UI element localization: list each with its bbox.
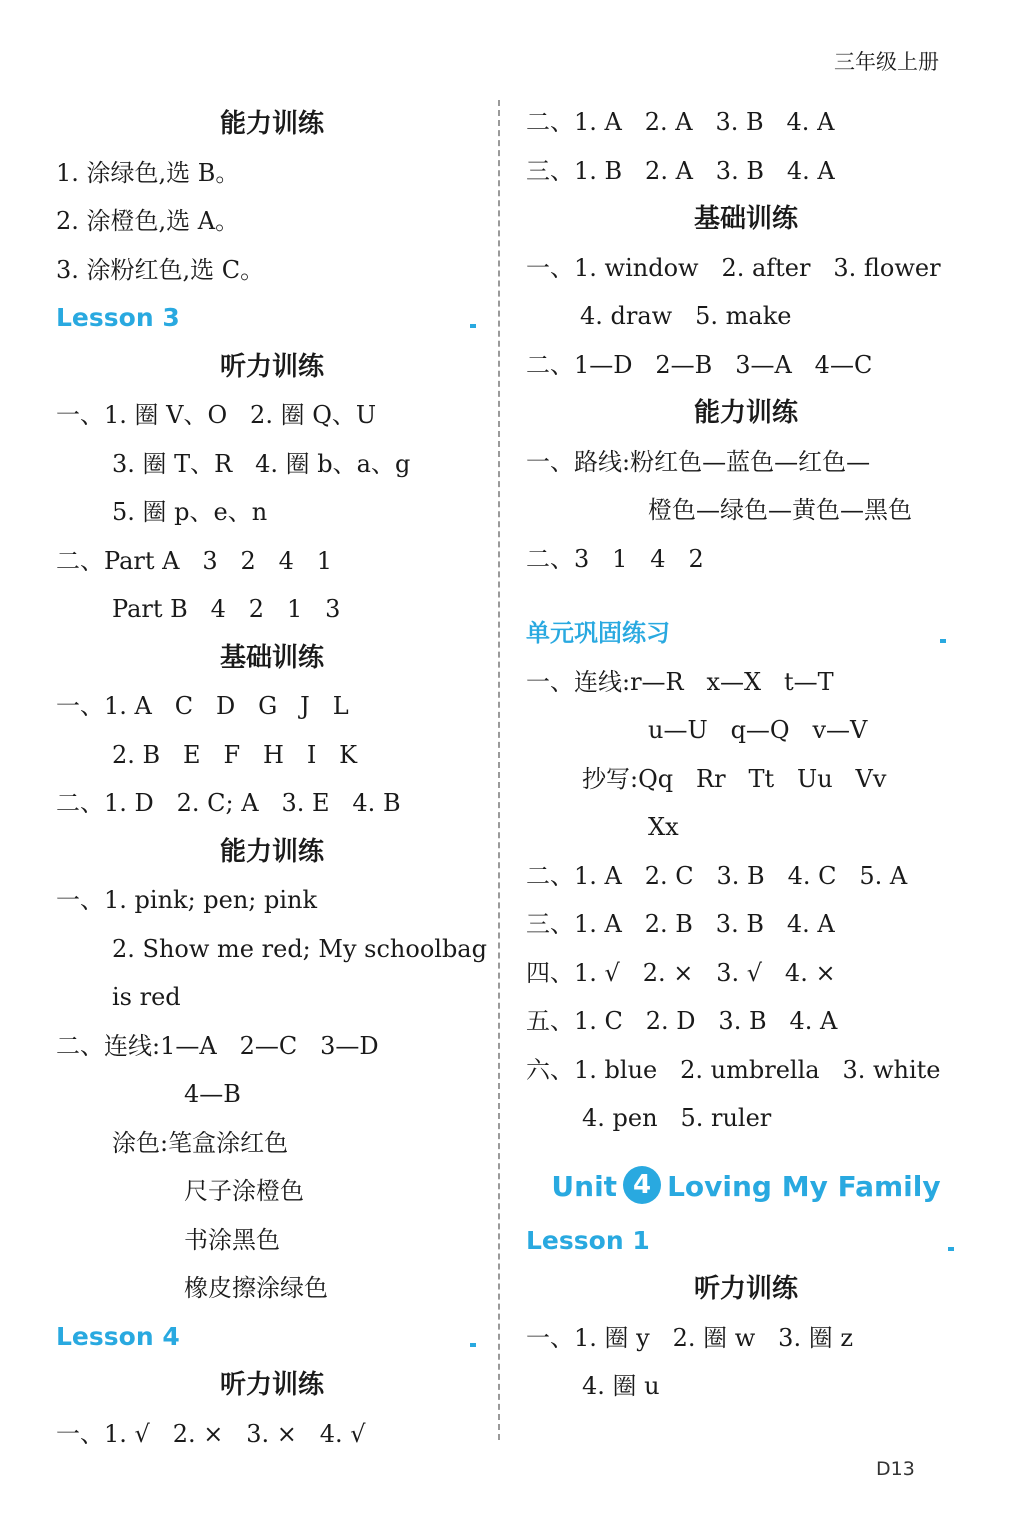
section-heading: 听力训练 — [219, 1370, 324, 1400]
answer-line: 一、路线:粉红色—蓝色—红色— — [526, 447, 871, 476]
answer-line: 2. B E F H I K — [112, 740, 358, 769]
lesson-label: Lesson 4 — [56, 1321, 180, 1351]
unit-title — [526, 1157, 966, 1217]
answer-line: Part B 4 2 1 3 — [112, 595, 341, 623]
answer-line: 六、1. blue 2. umbrella 3. white — [526, 1055, 941, 1084]
section-heading: 基础训练 — [693, 204, 798, 234]
answer-line: 四、1. √ 2. × 3. √ 4. × — [526, 958, 836, 987]
column-divider — [498, 100, 500, 1440]
section-heading: 听力训练 — [219, 351, 324, 382]
answer-line: 一、1. √ 2. × 3. × 4. √ — [56, 1419, 366, 1448]
section-heading: 听力训练 — [693, 1274, 798, 1304]
answer-line: 抄写:Qq Rr Tt Uu Vv — [582, 764, 887, 793]
answer-line: 二、1. A 2. A 3. B 4. A — [526, 108, 835, 136]
answer-line: 橙色—绿色—黄色—黑色 — [648, 496, 912, 524]
grade-label: 三年级上册 — [834, 50, 939, 74]
answer-line: 一、1. A C D G J L — [56, 692, 349, 720]
answer-line: 5. 圈 p、e、n — [112, 498, 268, 526]
unit-word: Unit — [551, 1169, 618, 1203]
spacer — [526, 1143, 966, 1157]
answer-line: 一、连线:r—R x—X t—T — [526, 667, 834, 696]
answer-line: 2. Show me red; My schoolbag — [112, 934, 487, 963]
answer-line: 2. 涂橙色,选 A。 — [56, 207, 240, 235]
answer-line: 二、连线:1—A 2—C 3—D — [56, 1031, 379, 1060]
answer-line: 二、Part A 3 2 4 1 — [56, 546, 333, 575]
unit-review-title — [526, 609, 966, 658]
answer-line: is red — [112, 983, 181, 1011]
page-number: D13 — [876, 1458, 915, 1480]
answer-line: 橡皮擦涂绿色 — [184, 1274, 328, 1302]
answer-line: 一、1. pink; pen; pink — [56, 886, 318, 914]
right-column — [526, 98, 966, 1411]
answer-line: 4. pen 5. ruler — [582, 1104, 772, 1132]
answer-line: 五、1. C 2. D 3. B 4. A — [526, 1007, 838, 1035]
unit-name: Loving My Family — [667, 1169, 941, 1203]
answer-line: 涂色:笔盒涂红色 — [112, 1128, 289, 1157]
section-heading: 能力训练 — [693, 398, 798, 428]
section-heading: 能力训练 — [219, 836, 324, 867]
answer-line: u—U q—Q v—V — [648, 716, 868, 744]
unit-number-badge: 4 — [623, 1166, 661, 1204]
lesson-label: Lesson 1 — [526, 1225, 650, 1255]
answer-line: 三、1. A 2. B 3. B 4. A — [526, 910, 835, 938]
answer-line: 二、1. D 2. C; A 3. E 4. B — [56, 789, 401, 817]
lesson-label: Lesson 3 — [56, 303, 180, 332]
answer-line: 1. 涂绿色,选 B。 — [56, 158, 240, 187]
lesson-title — [56, 1313, 488, 1362]
answer-line: 二、1. A 2. C 3. B 4. C 5. A — [526, 861, 908, 890]
section-heading: 能力训练 — [219, 109, 324, 139]
answer-line: 一、1. 圈 y 2. 圈 w 3. 圈 z — [526, 1323, 853, 1352]
answer-line: 3. 涂粉红色,选 C。 — [56, 255, 265, 284]
left-column — [56, 100, 488, 1458]
answer-line: 二、1—D 2—B 3—A 4—C — [526, 350, 873, 379]
answer-line: Xx — [648, 813, 679, 841]
unit-review-label: 单元巩固练习 — [526, 619, 670, 647]
answer-line: 三、1. B 2. A 3. B 4. A — [526, 156, 835, 185]
answer-line: 4. draw 5. make — [580, 302, 792, 330]
answer-line: 3. 圈 T、R 4. 圈 b、a、g — [112, 449, 411, 478]
answer-line: 4. 圈 u — [582, 1372, 660, 1400]
answer-line: 一、1. 圈 V、O 2. 圈 Q、U — [56, 401, 377, 429]
lesson-title — [526, 1217, 966, 1266]
answer-line: 二、3 1 4 2 — [526, 544, 704, 573]
answer-line: 书涂黑色 — [184, 1225, 280, 1254]
section-heading: 基础训练 — [219, 642, 324, 673]
decor-dot — [470, 324, 476, 328]
decor-dot — [940, 639, 946, 643]
answer-line: 一、1. window 2. after 3. flower — [526, 253, 941, 282]
spacer — [526, 583, 966, 609]
decor-dot — [470, 1343, 476, 1347]
lesson-title — [56, 294, 488, 343]
answer-line: 尺子涂橙色 — [184, 1177, 304, 1205]
answer-line: 4—B — [184, 1080, 241, 1108]
decor-dot — [948, 1247, 954, 1251]
